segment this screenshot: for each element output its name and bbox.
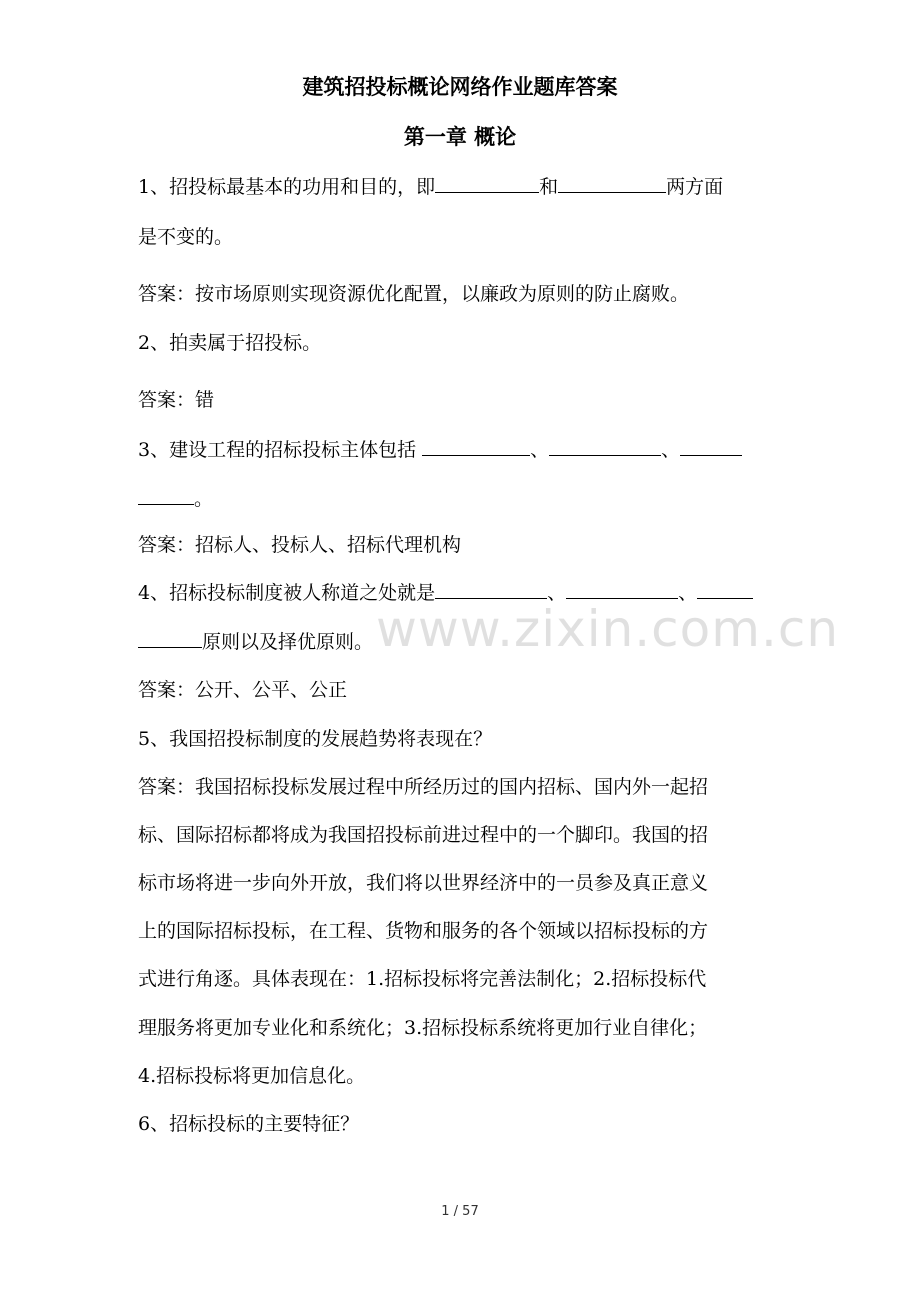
question-1-text: 两方面 [666, 176, 724, 198]
fill-blank [680, 433, 742, 456]
question-5: 5、我国招投标制度的发展趋势将表现在？ [138, 728, 493, 750]
question-3-text: 。 [194, 488, 214, 510]
answer-5-line-5: 式进行角逐。具体表现在：1.招标投标将完善法制化；2.招标投标代 [138, 968, 707, 990]
answer-2: 答案：错 [138, 389, 215, 411]
fill-blank [138, 625, 202, 648]
fill-blank [435, 576, 547, 599]
answer-5-line-1: 答案：我国招标投标发展过程中所经历过的国内招标、国内外一起招 [138, 776, 709, 798]
fill-blank [697, 576, 753, 599]
question-3-line-1 [138, 433, 788, 467]
question-2: 2、拍卖属于招投标。 [138, 332, 322, 354]
answer-5-line-4: 上的国际招标投标，在工程、货物和服务的各个领域以招标投标的方 [138, 920, 709, 942]
question-4-text: 、 [678, 582, 698, 604]
question-3-text: 3、建设工程的招标投标主体包括 [138, 439, 417, 461]
watermark: www.zixin.com.cn [376, 600, 840, 658]
fill-blank [422, 433, 530, 456]
page-indicator: 1 / 57 [441, 1204, 479, 1219]
answer-5-line-2: 标、国际招标都将成为我国招投标前进过程中的一个脚印。我国的招 [138, 824, 709, 846]
question-1-text: 和 [539, 176, 559, 198]
question-1-line-2: 是不变的。 [138, 226, 234, 248]
document-title: 建筑招投标概论网络作业题库答案 [302, 74, 618, 99]
question-3-text: 、 [661, 439, 681, 461]
question-1-line-1 [138, 170, 788, 204]
fill-blank [138, 482, 194, 505]
question-4-text: 原则以及择优原则。 [202, 631, 374, 653]
answer-1: 答案：按市场原则实现资源优化配置，以廉政为原则的防止腐败。 [138, 283, 690, 305]
question-3-text: 、 [530, 439, 550, 461]
question-1-text: 1、招投标最基本的功用和目的，即 [138, 176, 436, 198]
answer-5-line-7: 4.招标投标将更加信息化。 [138, 1065, 366, 1087]
fill-blank [558, 170, 666, 193]
question-4-text: 、 [547, 582, 567, 604]
chapter-heading: 第一章 概论 [403, 124, 517, 149]
fill-blank [549, 433, 661, 456]
question-6: 6、招标投标的主要特征？ [138, 1113, 360, 1135]
question-4-text: 4、招标投标制度被人称道之处就是 [138, 582, 436, 604]
fill-blank [435, 170, 539, 193]
answer-3: 答案：招标人、投标人、招标代理机构 [138, 534, 462, 556]
answer-4: 答案：公开、公平、公正 [138, 679, 348, 701]
fill-blank [566, 576, 678, 599]
answer-5-line-3: 标市场将进一步向外开放，我们将以世界经济中的一员参及真正意义 [138, 872, 709, 894]
question-3-line-2 [138, 482, 788, 516]
answer-5-line-6: 理服务将更加专业化和系统化；3.招标投标系统将更加行业自律化； [138, 1017, 708, 1039]
